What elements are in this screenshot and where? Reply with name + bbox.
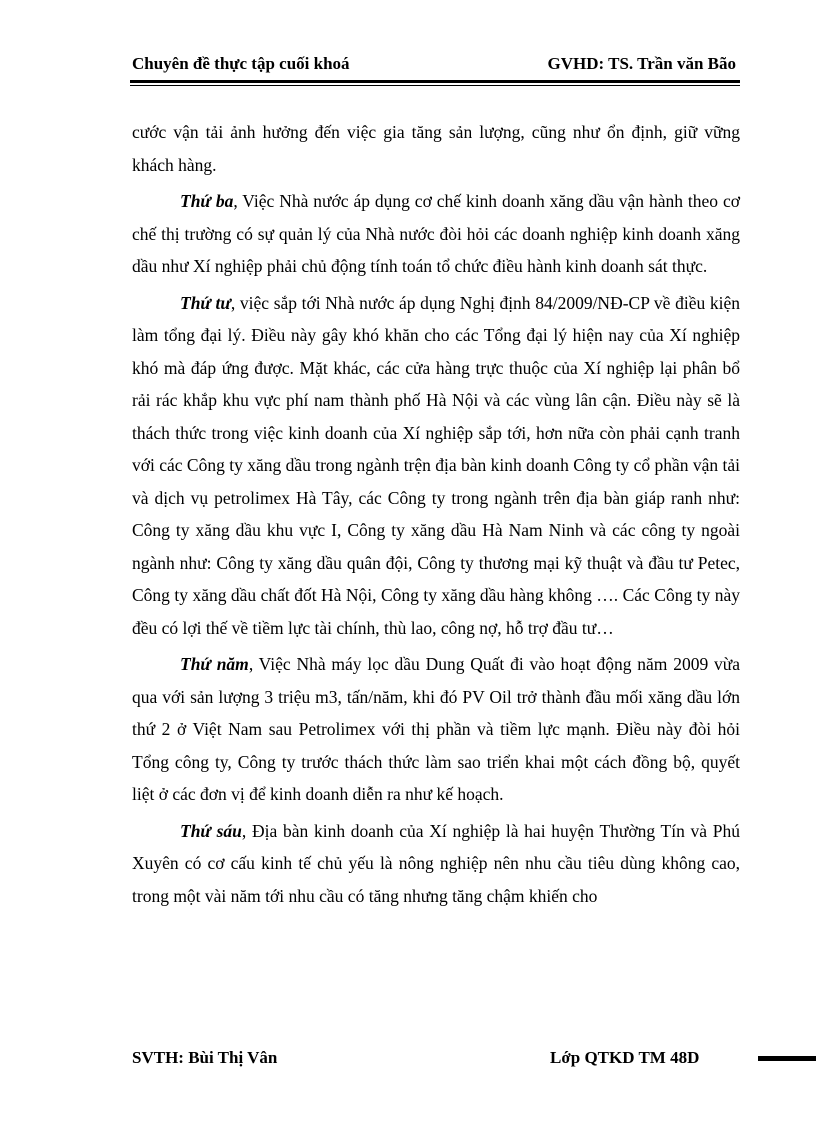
paragraph-lead: Thứ sáu (180, 820, 242, 841)
footer-rule (758, 1056, 816, 1061)
document-body (132, 116, 740, 916)
paragraph-thu-nam (132, 648, 740, 811)
paragraph-text: , Việc Nhà máy lọc dầu Dung Quất đi vào hoạt động năm 2009 vừa qua với sản lượng 3 triệu m3, tấn/năm, khi đó PV Oil trở thành đầu mối xăng dầu lớn thứ 2 ở Việt Nam sau Petrolimex với thị phần và tiềm lực mạnh. Điều này đòi hỏi Tổng công ty, Công ty trước thách thức làm sao triển khai một cách đồng bộ, quyết liệt ở các đơn vị để kinh doanh diễn ra như kế hoạch. (132, 654, 740, 804)
paragraph-continuation: cước vận tải ảnh hưởng đến việc gia tăng sản lượng, cũng như ổn định, giữ vững khách hàng. (132, 122, 740, 175)
paragraph-lead: Thứ tư (180, 292, 231, 313)
paragraph-lead: Thứ năm (180, 654, 249, 674)
page-footer (132, 1048, 816, 1074)
header-advisor: GVHD: TS. Trần văn Bão (547, 54, 736, 73)
header-rule-thin (130, 85, 740, 86)
paragraph-lead: Thứ ba (180, 191, 234, 211)
header-rule-thick (130, 80, 740, 83)
page-header (132, 52, 738, 78)
footer-student: SVTH: Bùi Thị Vân (132, 1048, 278, 1067)
header-title: Chuyên đề thực tập cuối khoá (132, 54, 350, 73)
footer-class: Lớp QTKD TM 48D (550, 1048, 700, 1067)
paragraph-text: , việc sắp tới Nhà nước áp dụng Nghị định 84/2009/NĐ-CP về điều kiện làm tổng đại lý. Điều này gây khó khăn cho các Tổng đại lý hiện nay của Xí nghiệp khó mà đáp ứng được. Mặt khác, các cửa hàng trực thuộc của Xí nghiệp lại phân bổ rải rác khắp khu vực phí nam thành phố Hà Nội và các vùng lân cận. Điều này sẽ là thách thức trong việc kinh doanh của Xí nghiệp sắp tới, hơn nữa còn phải cạnh tranh với các Công ty xăng dầu trong ngành trện địa bàn kinh doanh Công ty cổ phần vận tải và dịch vụ petrolimex Hà Tây, các Công ty trong ngành trên địa bàn giáp ranh như: Công ty xăng dầu khu vực I, Công ty xăng dầu Hà Nam Ninh và các công ty ngoài ngành như: Công ty xăng dầu quân đội, Công ty thương mại kỹ thuật và đầu tư Petec, Công ty xăng dầu chất đốt Hà Nội, Công ty xăng dầu hàng không …. Các Công ty này đều có lợi thế về tiềm lực tài chính, thù lao, công nợ, hỗ trợ đầu tư… (132, 292, 741, 638)
paragraph-thu-ba (132, 185, 740, 283)
paragraph-thu-sau (132, 815, 740, 913)
paragraph-thu-tu (132, 287, 740, 645)
paragraph-text: , Địa bàn kinh doanh của Xí nghiệp là hai huyện Thường Tín và Phú Xuyên có cơ cấu kinh tế chủ yếu là nông nghiệp nên nhu cầu tiêu dùng không cao, trong một vài năm tới nhu cầu có tăng nhưng tăng chậm khiến cho (132, 820, 741, 906)
paragraph-text: , Việc Nhà nước áp dụng cơ chế kinh doanh xăng dầu vận hành theo cơ chế thị trường có sự quản lý của Nhà nước đòi hỏi các doanh nghiệp kinh doanh xăng dầu như Xí nghiệp phải chủ động tính toán tổ chức điều hành kinh doanh sát thực. (132, 191, 740, 276)
